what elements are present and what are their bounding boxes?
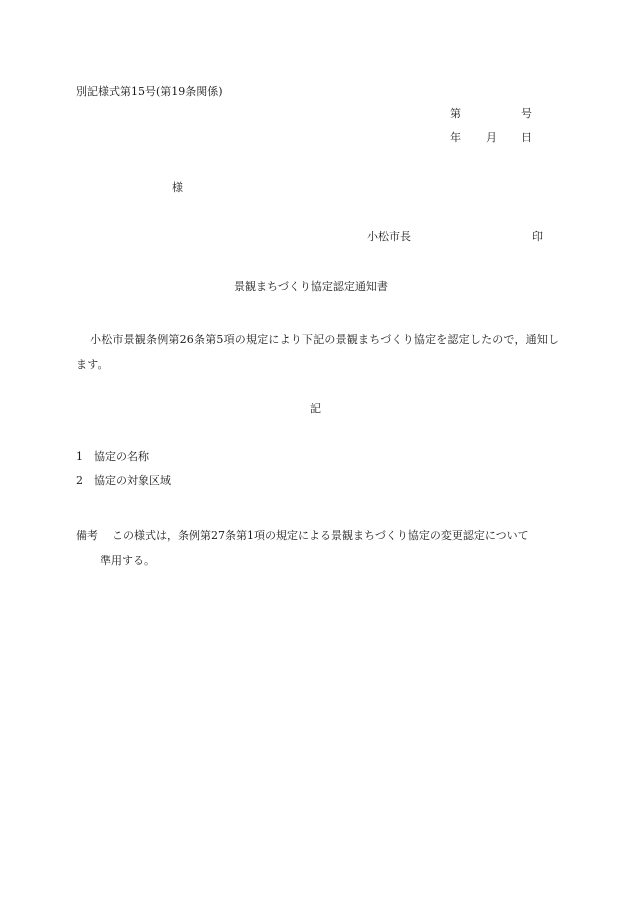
remark-text: この様式は，条例第27条第1項の規定による景観まちづくり協定の変更認定について — [112, 529, 529, 542]
remark-block — [76, 523, 566, 573]
remark-line-1 — [76, 523, 566, 548]
ki-heading: 記 — [310, 402, 321, 415]
list-item — [76, 475, 171, 486]
item-number: 1 — [76, 450, 83, 463]
list-item — [76, 451, 149, 462]
form-label: 別記様式第15号(第19条関係) — [76, 85, 223, 98]
body-paragraph: 小松市景観条例第26条第5項の規定により下記の景観まちづくり協定を認定したので，通知します。 — [76, 333, 560, 371]
date-day-label: 日 — [521, 131, 532, 144]
addressee-honorific: 様 — [172, 181, 183, 194]
date-year-label: 年 — [450, 131, 461, 144]
item-text: 協定の対象区域 — [94, 474, 171, 487]
issuer-name: 小松市長 — [367, 230, 411, 243]
document-number-prefix: 第 — [450, 107, 461, 120]
remark-label: 備考 — [76, 529, 98, 542]
document-number-suffix: 号 — [521, 107, 532, 120]
date-month-label: 月 — [486, 131, 497, 144]
seal-mark: 印 — [532, 230, 543, 243]
remark-line-2: 準用する。 — [100, 554, 155, 567]
document-title: 景観まちづくり協定認定通知書 — [234, 280, 388, 293]
item-number: 2 — [76, 474, 83, 487]
item-text: 協定の名称 — [94, 450, 149, 463]
